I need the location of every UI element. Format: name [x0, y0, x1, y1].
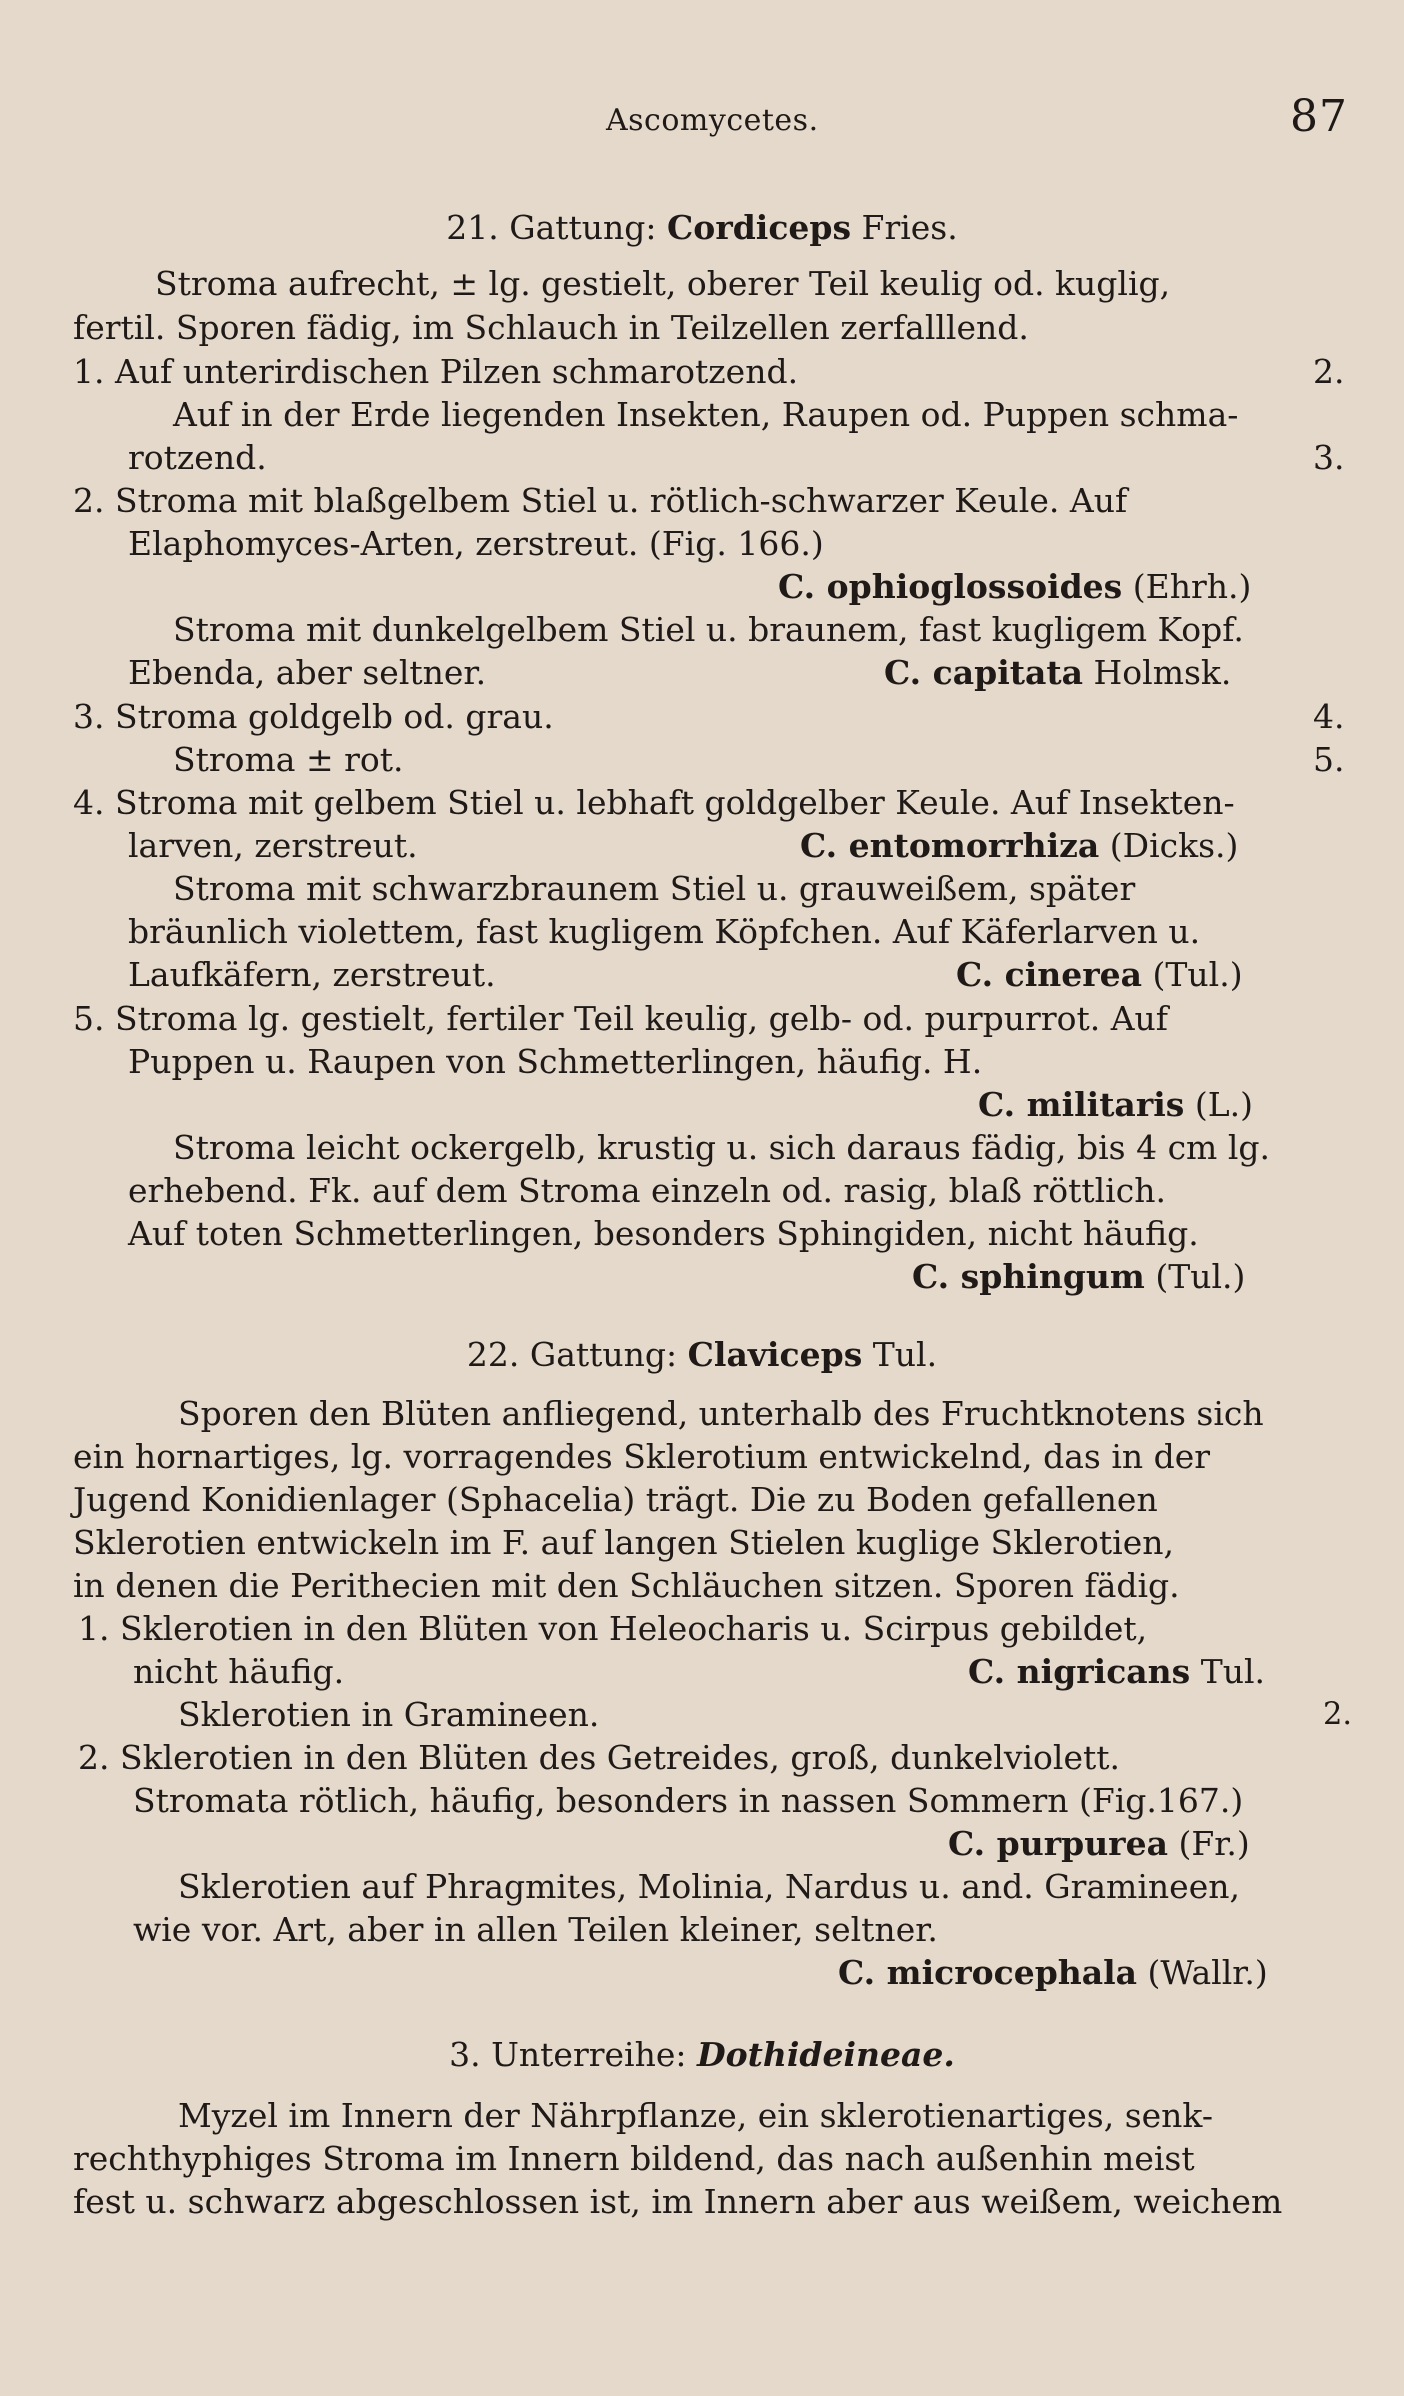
key-line: nicht häufig. [133, 1652, 345, 1691]
species-author: (Dicks.) [1099, 826, 1239, 865]
species-name: C. nigricans [968, 1652, 1191, 1691]
page-number: 87 [1290, 91, 1348, 142]
key-line: 3. Stroma goldgelb od. grau. [73, 697, 554, 736]
key-line: Puppen u. Raupen von Schmetterlingen, häufig. H. [128, 1042, 983, 1081]
key-line: Laufkäfern, zerstreut. [128, 955, 496, 994]
species-line [948, 1823, 1250, 1865]
suborder-intro-line: rechthyphiges Stroma im Innern bildend, das nach außenhin meist [73, 2139, 1195, 2178]
key-line: Elaphomyces-Arten, zerstreut. (Fig. 166.) [128, 524, 824, 563]
key-line: Stroma leicht ockergelb, krustig u. sich daraus fädig, bis 4 cm lg. [173, 1128, 1271, 1167]
genus-heading-prefix: 22. Gattung: [466, 1335, 688, 1374]
species-author: (Wallr.) [1137, 1953, 1268, 1992]
species-name: C. purpurea [948, 1824, 1168, 1863]
key-line: Ebenda, aber seltner. [128, 653, 487, 692]
key-line: Sklerotien in Gramineen. [178, 1695, 600, 1734]
genus-22-heading [0, 1334, 1404, 1376]
key-ref: 2. [1313, 352, 1345, 391]
key-line: Auf toten Schmetterlingen, besonders Sphingiden, nicht häufig. [128, 1214, 1199, 1253]
suborder-heading [0, 2034, 1404, 2076]
genus-22-intro-line: Sklerotien entwickeln im F. auf langen Stielen kuglige Sklerotien, [73, 1523, 1174, 1562]
species-author: (Tul.) [1142, 955, 1243, 994]
key-line: Stroma ± rot. [173, 740, 404, 779]
key-line: Stromata rötlich, häufig, besonders in nassen Sommern (Fig.167.) [133, 1781, 1244, 1820]
species-name: C. sphingum [912, 1257, 1145, 1296]
suborder-intro-line: fest u. schwarz abgeschlossen ist, im Innern aber aus weißem, weichem [73, 2182, 1283, 2221]
key-line: 1. Auf unterirdischen Pilzen schmarotzend. [73, 352, 799, 391]
key-line: 4. Stroma mit gelbem Stiel u. lebhaft goldgelber Keule. Auf Insekten- [73, 783, 1235, 822]
species-line [800, 825, 1238, 867]
species-author: (Tul.) [1144, 1257, 1246, 1296]
species-line [968, 1651, 1265, 1693]
species-name: C. ophioglossoides [778, 567, 1123, 606]
genus-heading-author: Tul. [862, 1335, 938, 1374]
genus-22-intro-line: Sporen den Blüten anfliegend, unterhalb des Fruchtknotens sich [178, 1394, 1264, 1433]
genus-heading-name: Claviceps [687, 1335, 863, 1374]
key-line: wie vor. Art, aber in allen Teilen kleiner, seltner. [133, 1910, 938, 1949]
genus-heading-prefix: 21. Gattung: [446, 208, 668, 247]
genus-heading-author: Fries. [851, 208, 958, 247]
species-author: (Ehrh.) [1122, 567, 1252, 606]
genus-22-intro-line: in denen die Perithecien mit den Schläuchen sitzen. Sporen fädig. [73, 1566, 1180, 1605]
key-line: erhebend. Fk. auf dem Stroma einzeln od. rasig, blaß röttlich. [128, 1171, 1166, 1210]
species-line [884, 652, 1231, 694]
key-line: 5. Stroma lg. gestielt, fertiler Teil keulig, gelb- od. purpurrot. Auf [73, 999, 1169, 1038]
species-name: C. cinerea [956, 955, 1143, 994]
genus-21-intro-line [155, 263, 1350, 305]
species-author: (Fr.) [1167, 1824, 1250, 1863]
suborder-intro-line: Myzel im Innern der Nährpflanze, ein sklerotienartiges, senk- [178, 2096, 1213, 2135]
species-line [912, 1256, 1245, 1298]
intro-text: Stroma aufrecht, ± lg. gestielt, oberer Teil keulig od. kuglig, [155, 264, 1171, 303]
key-line: bräunlich violettem, fast kugligem Köpfchen. Auf Käferlarven u. [128, 912, 1201, 951]
key-ref: 2. [1323, 1697, 1353, 1732]
species-author: Holmsk. [1083, 653, 1232, 692]
species-line [838, 1952, 1268, 1994]
species-name: C. capitata [884, 653, 1083, 692]
key-line: 2. Sklerotien in den Blüten des Getreides, groß, dunkelviolett. [78, 1738, 1120, 1777]
key-line: 1. Sklerotien in den Blüten von Heleocharis u. Scirpus gebildet, [78, 1609, 1148, 1648]
key-line: Stroma mit schwarzbraunem Stiel u. grauweißem, später [173, 869, 1136, 908]
running-header-title: Ascomycetes. [606, 103, 819, 138]
suborder-heading-name: Dothideineae. [696, 2035, 955, 2074]
genus-heading-name: Cordiceps [667, 208, 852, 247]
suborder-heading-prefix: 3. Unterreihe: [449, 2035, 697, 2074]
species-line [978, 1084, 1253, 1126]
key-ref: 5. [1313, 740, 1345, 779]
species-name: C. entomorrhiza [800, 826, 1100, 865]
genus-22-intro-line: Jugend Konidienlager (Sphacelia) trägt. Die zu Boden gefallenen [73, 1480, 1158, 1519]
genus-21-intro-line: fertil. Sporen fädig, im Schlauch in Teilzellen zerfalllend. [73, 308, 1029, 347]
species-name: C. militaris [978, 1085, 1185, 1124]
key-ref: 4. [1313, 697, 1345, 736]
key-line: Stroma mit dunkelgelbem Stiel u. braunem, fast kugligem Kopf. [173, 610, 1244, 649]
species-name: C. microcephala [838, 1953, 1138, 1992]
species-line [956, 954, 1243, 996]
key-line: 2. Stroma mit blaßgelbem Stiel u. rötlich-schwarzer Keule. Auf [73, 481, 1128, 520]
key-line: larven, zerstreut. [128, 826, 418, 865]
species-line [778, 566, 1251, 608]
species-author: (L.) [1184, 1085, 1253, 1124]
key-line: rotzend. [128, 438, 267, 477]
key-line: Auf in der Erde liegenden Insekten, Raupen od. Puppen schma- [173, 395, 1239, 434]
key-ref: 3. [1313, 438, 1345, 477]
species-author: Tul. [1190, 1652, 1266, 1691]
genus-22-intro-line: ein hornartiges, lg. vorragendes Sklerotium entwickelnd, das in der [73, 1437, 1211, 1476]
key-line: Sklerotien auf Phragmites, Molinia, Nardus u. and. Gramineen, [178, 1867, 1240, 1906]
genus-21-heading [0, 207, 1404, 249]
